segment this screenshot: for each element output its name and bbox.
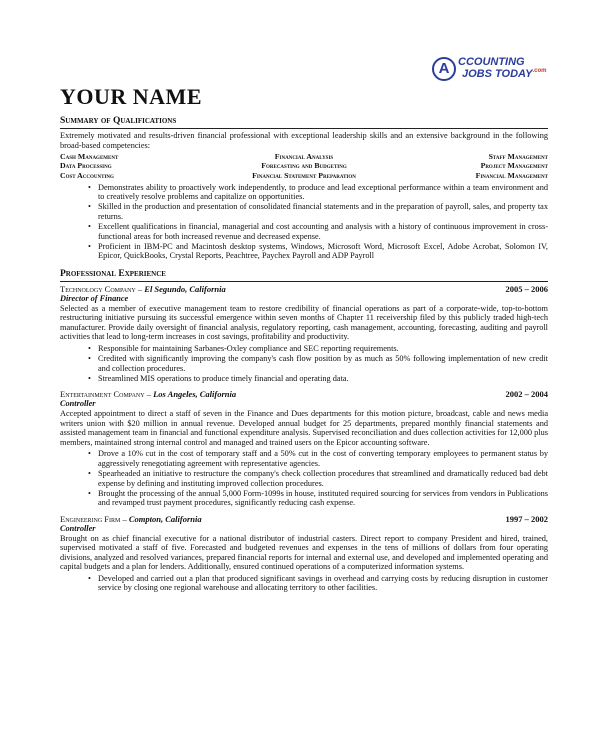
job-description: Selected as a member of executive management team to restore credibility of financial operations as part of a corporate-wide, top-to-bottom restructuring initiative pursuing its successful emergence within seven months of Chapter 11 receivership filed by this publicly traded high-tech manufacturer. Provide daily oversight of financial analysis, regulatory reporting, cash management, accounting, forecasting, auditing and payroll activities that lead to long-term increases in cost savings, profitability and productivity. (60, 303, 548, 342)
logo-suffix: .com (532, 68, 547, 74)
competency: Financial Management (475, 170, 548, 180)
job-bullet: • Streamlined MIS operations to produce timely financial and operating data. (98, 374, 548, 384)
job-company: Entertainment Company (60, 389, 145, 400)
summary-bullets (60, 183, 548, 261)
job-bullet: • Drove a 10% cut in the cost of temporary staff and a 50% cut in the cost of converting temporary employees to permanent status by aggressively renegotiating agreement with representative agencies. (98, 449, 548, 468)
resume-content (60, 116, 548, 597)
competency: Data Processing (60, 161, 112, 171)
job-role: Controller (60, 399, 96, 409)
job-location: El Segundo, California (144, 284, 226, 295)
competency: Cost Accounting (60, 170, 114, 180)
competency: Forecasting and Budgeting (261, 161, 347, 171)
job-company: Engineering Firm (60, 513, 121, 524)
job-dates: 2002 – 2004 (505, 389, 548, 400)
job-header (60, 514, 548, 524)
job-description: Brought on as chief financial executive for a national distributor of industrial casters. Direct report to company President and hired, trained, supervised motivated a staff of five. Forecasted and budgeted revenues and expenses in the tens of millions of dollars from four operating divisions, analyzed and resolved variances, prepared financial reports for internal and external use, and developed and implemented operating and capital budgets and a plan for lenders. Additionally, ensured continued operations of a computerized information systems. (60, 533, 548, 572)
job-bullet: • Brought the processing of the annual 5,000 Form-1099s in house, instituted required sourcing for services from vendors in Publications and revamped trust payment procedures, significantly reducing cash expense. (98, 489, 548, 508)
job-entry (60, 389, 548, 508)
job-header (60, 284, 548, 294)
logo-line-2-text: JOBS TODAY (462, 68, 533, 80)
job-bullet: • Spearheaded an initiative to restructure the company's check collection procedures that streamlined and dramatically reduced bad debt expense by defining and instituting improved collection procedures. (98, 469, 548, 488)
experience-heading: Professional Experience (60, 269, 548, 282)
experience-section (60, 269, 548, 593)
summary-bullet: • Excellent qualifications in financial, managerial and cost accounting and analysis with a history of continuous improvement in cross-functional areas for both increased revenue and decreased expense. (98, 222, 548, 241)
competency: Financial Statement Preparation (252, 170, 356, 180)
job-entry (60, 284, 548, 383)
job-entry (60, 514, 548, 593)
summary-heading: Summary of Qualifications (60, 116, 548, 129)
job-dates: 1997 – 2002 (505, 513, 548, 524)
job-role: Director of Finance (60, 294, 129, 304)
job-bullets (60, 344, 548, 383)
job-employer: Entertainment Company – Los Angeles, California (60, 389, 237, 400)
competency: Staff Management (488, 152, 548, 162)
logo-line-2 (462, 68, 547, 80)
job-bullet: • Developed and carried out a plan that produced significant savings in overhead and carrying costs by reducing disruption in customer service by closing one regional warehouse and allocating territory to other facilities. (98, 574, 548, 593)
competency: Cash Management (60, 152, 119, 162)
logo-line-1: CCOUNTING (458, 56, 525, 68)
job-bullets (60, 449, 548, 508)
job-bullet: • Responsible for maintaining Sarbanes-Oxley compliance and SEC reporting requirements. (98, 344, 548, 354)
job-bullets (60, 574, 548, 593)
job-employer: Technology Company – El Segundo, California (60, 284, 226, 295)
resume-name: YOUR NAME (60, 84, 202, 109)
summary-intro: Extremely motivated and results-driven financial professional with exceptional leadership skills and an extensive background in the following broad-based competencies: (60, 131, 548, 150)
job-description: Accepted appointment to direct a staff of seven in the Finance and Dues departments for this motion picture, broadcast, cable and news media writers union with $20 million in annual revenue. Developed annual budget for 25 departments, prepared monthly financial statements and assisted management team in financial and functional expenditure analysis. Supervised reconciliation and dues collection activities for 12,000 plus members, maintained strong internal control and managed and trained users on the Epicor accounting software. (60, 408, 548, 447)
summary-bullet: • Skilled in the production and presentation of consolidated financial statements and in the preparation of payroll, sales, and property tax returns. (98, 202, 548, 221)
job-location: Compton, California (128, 513, 202, 524)
summary-bullet: • Demonstrates ability to proactively work independently, to produce and lead exceptional performance within a team environment and to creatively resolve problems and capitalize on opportunities. (98, 183, 548, 202)
job-role: Controller (60, 523, 96, 533)
job-company: Technology Company (60, 284, 136, 295)
summary-section (60, 116, 548, 261)
summary-bullet: • Proficient in IBM-PC and Macintosh desktop systems, Windows, Microsoft Word, Microsoft Excel, Adobe Acrobat, Solomon IV, Epicor, QuickBooks, Crystal Reports, Peachtree, Paychex Payroll and ADP Payroll (98, 242, 548, 261)
job-bullet: • Credited with significantly improving the company's cash flow position by as much as 50% following implementation of new credit and collection procedures. (98, 354, 548, 373)
job-header (60, 389, 548, 399)
competency: Financial Analysis (274, 152, 334, 162)
job-dates: 2005 – 2006 (505, 284, 548, 295)
job-employer: Engineering Firm – Compton, California (60, 513, 202, 524)
competencies-grid (60, 152, 548, 180)
accounting-jobs-today-logo[interactable] (432, 56, 552, 84)
job-location: Los Angeles, California (153, 389, 237, 400)
logo-circle-icon: A (432, 57, 456, 81)
competency: Project Management (480, 161, 548, 171)
